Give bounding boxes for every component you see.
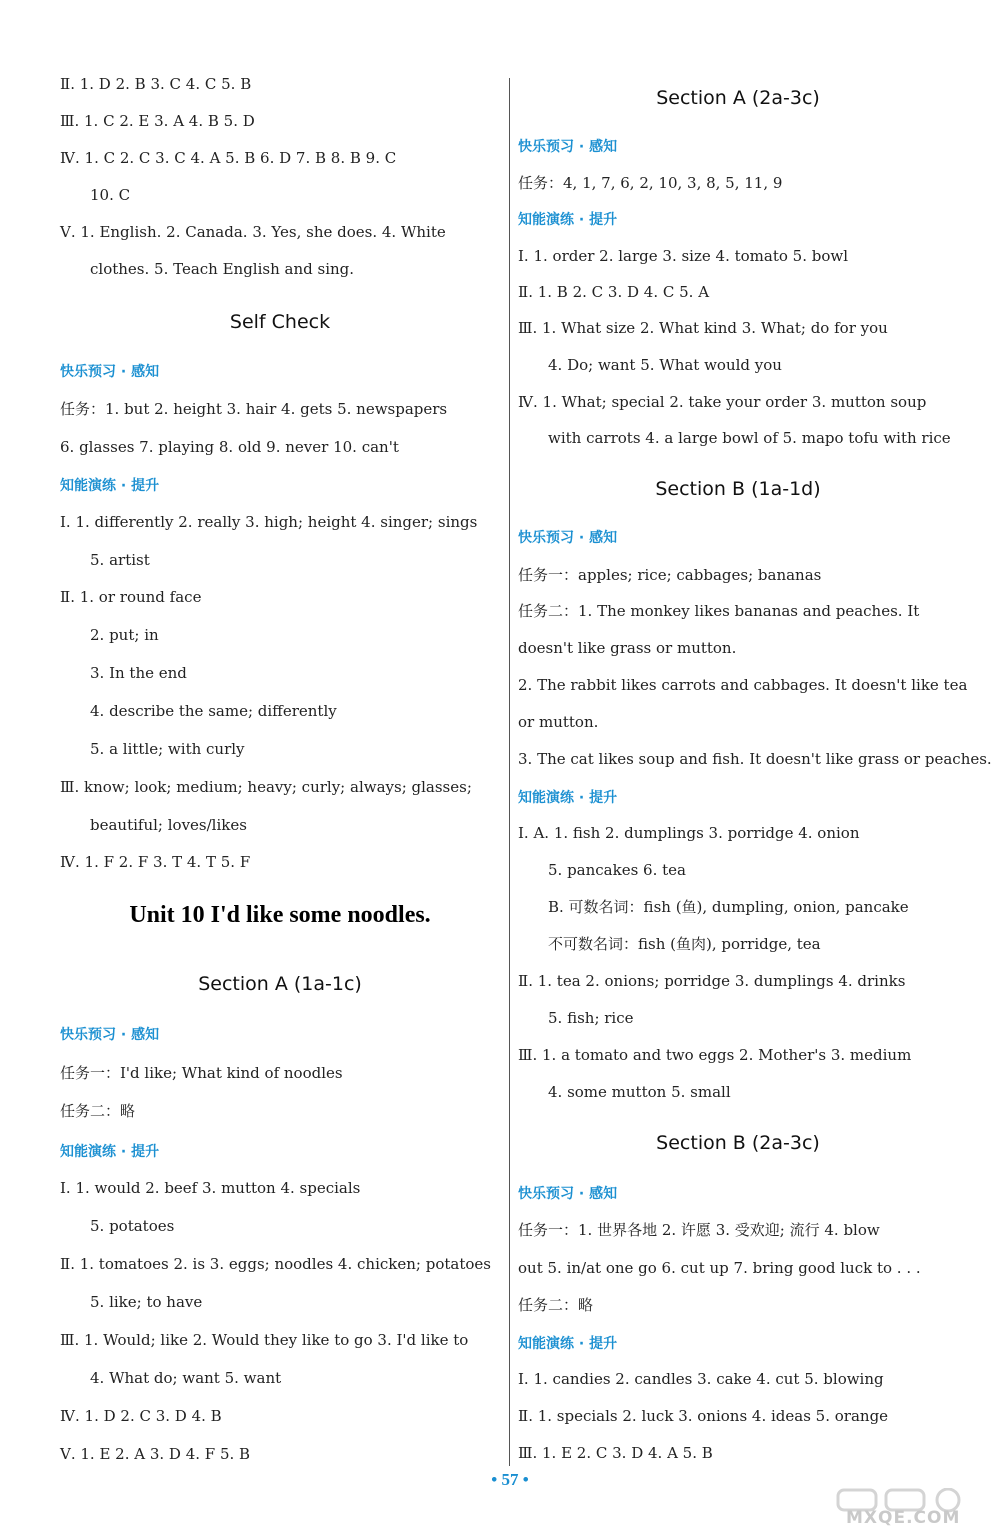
answer-line: Ⅲ. 1. Would; like 2. Would they like to go 3. I'd like to	[60, 1331, 469, 1349]
section-heading: Section B (1a-1d)	[655, 478, 821, 500]
answer-line: doesn't like grass or mutton.	[518, 639, 737, 657]
answer-line: 不可数名词：fish (鱼肉), porridge, tea	[548, 935, 821, 953]
column-divider	[509, 78, 510, 1466]
answer-line: Ⅰ. 1. candies 2. candles 3. cake 4. cut 5. blowing	[518, 1370, 884, 1388]
answer-line: with carrots 4. a large bowl of 5. mapo tofu with rice	[548, 429, 951, 447]
answer-line: Ⅱ. 1. B 2. C 3. D 4. C 5. A	[518, 283, 710, 301]
answer-line: Ⅳ. 1. D 2. C 3. D 4. B	[60, 1407, 222, 1425]
answer-line: 4. Do; want 5. What would you	[548, 356, 782, 374]
answer-line: Ⅴ. 1. E 2. A 3. D 4. F 5. B	[60, 1445, 251, 1463]
answer-line: 3. The cat likes soup and fish. It doesn't like grass or peaches.	[518, 750, 992, 768]
answer-line: Ⅳ. 1. What; special 2. take your order 3. mutton soup	[518, 393, 927, 411]
answer-line: 任务二：1. The monkey likes bananas and peaches. It	[518, 602, 920, 620]
category-tag: 知能演练 · 提升	[60, 478, 160, 494]
category-tag: 知能演练 · 提升	[60, 1144, 160, 1160]
answer-line: Ⅲ. 1. What size 2. What kind 3. What; do for you	[518, 319, 888, 337]
answer-line: Ⅴ. 1. English. 2. Canada. 3. Yes, she does. 4. White	[60, 223, 446, 241]
answer-line: 任务一：1. 世界各地 2. 许愿 3. 受欢迎; 流行 4. blow	[518, 1221, 880, 1239]
answer-line: 5. a little; with curly	[90, 740, 245, 758]
answer-line: B. 可数名词：fish (鱼), dumpling, onion, pancake	[548, 898, 909, 916]
answer-line: Ⅱ. 1. tomatoes 2. is 3. eggs; noodles 4. chicken; potatoes	[60, 1255, 491, 1273]
answer-line: 4. describe the same; differently	[90, 702, 337, 720]
answer-line: Ⅰ. A. 1. fish 2. dumplings 3. porridge 4. onion	[518, 824, 860, 842]
watermark-text: MXQE.COM	[846, 1508, 961, 1528]
answer-line: 6. glasses 7. playing 8. old 9. never 10. can't	[60, 438, 399, 456]
answer-line: 10. C	[90, 186, 131, 204]
answer-line: Ⅲ. 1. C 2. E 3. A 4. B 5. D	[60, 112, 255, 130]
answer-line: 4. some mutton 5. small	[548, 1083, 731, 1101]
answer-line: 任务：1. but 2. height 3. hair 4. gets 5. newspapers	[60, 400, 448, 418]
category-tag: 知能演练 · 提升	[518, 212, 618, 228]
answer-line: 3. In the end	[90, 664, 187, 682]
answer-line: 5. fish; rice	[548, 1009, 634, 1027]
answer-line: Ⅱ. 1. or round face	[60, 588, 202, 606]
answer-line: Ⅱ. 1. specials 2. luck 3. onions 4. ideas 5. orange	[518, 1407, 889, 1425]
answer-line: 5. pancakes 6. tea	[548, 861, 686, 879]
answer-line: Ⅱ. 1. D 2. B 3. C 4. C 5. B	[60, 75, 252, 93]
category-tag: 快乐预习 · 感知	[60, 1027, 160, 1043]
category-tag: 快乐预习 · 感知	[518, 1186, 618, 1202]
answer-line: Ⅰ. 1. order 2. large 3. size 4. tomato 5. bowl	[518, 247, 848, 265]
answer-line: Ⅰ. 1. would 2. beef 3. mutton 4. specials	[60, 1179, 361, 1197]
answer-line: clothes. 5. Teach English and sing.	[90, 260, 355, 278]
answer-line: Ⅲ. 1. E 2. C 3. D 4. A 5. B	[518, 1444, 713, 1462]
section-heading: Section A (1a-1c)	[198, 973, 362, 995]
section-heading: Section B (2a-3c)	[656, 1132, 820, 1154]
answer-line: beautiful; loves/likes	[90, 816, 247, 834]
answer-line: 2. put; in	[90, 626, 159, 644]
category-tag: 快乐预习 · 感知	[518, 530, 618, 546]
answer-line: 5. potatoes	[90, 1217, 175, 1235]
answer-line: Ⅳ. 1. C 2. C 3. C 4. A 5. B 6. D 7. B 8. B 9. C	[60, 149, 397, 167]
answer-line: or mutton.	[518, 713, 599, 731]
category-tag: 知能演练 · 提升	[518, 1336, 618, 1352]
page-number: • 57 •	[491, 1470, 529, 1489]
answer-line: 任务一：apples; rice; cabbages; bananas	[518, 566, 822, 584]
section-heading: Self Check	[229, 311, 331, 333]
answer-line: 2. The rabbit likes carrots and cabbages. It doesn't like tea	[518, 676, 968, 694]
answer-line: 任务二：略	[518, 1296, 594, 1314]
answer-line: 5. like; to have	[90, 1293, 203, 1311]
category-tag: 快乐预习 · 感知	[60, 364, 160, 380]
answer-line: Ⅲ. know; look; medium; heavy; curly; always; glasses;	[60, 778, 472, 796]
answer-line: 任务二：略	[60, 1102, 136, 1120]
answer-line: Ⅱ. 1. tea 2. onions; porridge 3. dumplings 4. drinks	[518, 972, 906, 990]
answer-line: Ⅳ. 1. F 2. F 3. T 4. T 5. F	[60, 853, 251, 871]
answer-line: 5. artist	[90, 551, 150, 569]
unit-title: Unit 10 I'd like some noodles.	[129, 902, 431, 928]
category-tag: 知能演练 · 提升	[518, 790, 618, 806]
answer-line: out 5. in/at one go 6. cut up 7. bring good luck to . . .	[518, 1259, 921, 1277]
answer-line: Ⅰ. 1. differently 2. really 3. high; height 4. singer; sings	[60, 513, 478, 531]
answer-line: 4. What do; want 5. want	[90, 1369, 282, 1387]
section-heading: Section A (2a-3c)	[656, 87, 820, 109]
answer-line: Ⅲ. 1. a tomato and two eggs 2. Mother's 3. medium	[518, 1046, 912, 1064]
answer-line: 任务一：I'd like; What kind of noodles	[60, 1064, 343, 1082]
answer-line: 任务：4, 1, 7, 6, 2, 10, 3, 8, 5, 11, 9	[518, 174, 783, 192]
category-tag: 快乐预习 · 感知	[518, 139, 618, 155]
